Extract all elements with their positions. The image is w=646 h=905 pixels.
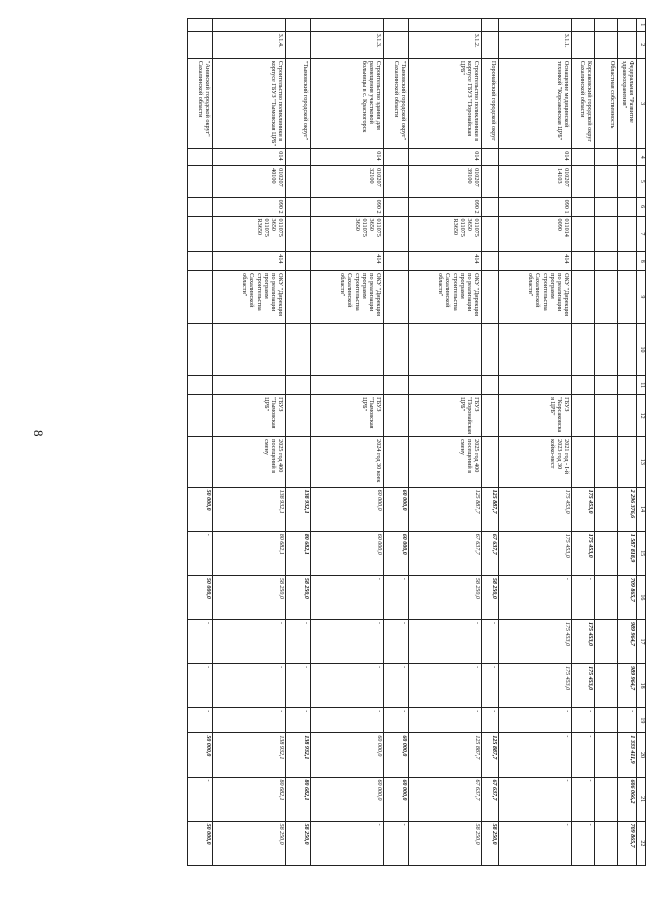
table-cell: [409, 323, 482, 376]
table-cell: [286, 376, 311, 395]
col-number: 5: [637, 166, 646, 198]
table-cell: [286, 323, 311, 376]
table-cell: 011075 3650 011075 R3650: [409, 216, 482, 252]
table-cell: [213, 19, 286, 32]
table-cell: [618, 197, 637, 216]
table-cell: 50 000,0: [188, 733, 213, 777]
table-cell: [188, 149, 213, 166]
table-cell: 60 000,0: [384, 733, 409, 777]
table-cell: -: [409, 708, 482, 733]
table-cell: -: [311, 619, 384, 663]
table-cell: [286, 197, 311, 216]
rotated-page: [86, 18, 646, 878]
table-cell: 138 932,1: [286, 733, 311, 777]
table-cell: [188, 166, 213, 198]
table-cell: [188, 31, 213, 58]
table-cell: [188, 323, 213, 376]
table-cell: 175 453,0: [499, 619, 572, 663]
col-number: 7: [637, 216, 646, 252]
table-cell: [482, 252, 499, 271]
table-cell: 414: [499, 252, 572, 271]
table-cell: [213, 323, 286, 376]
table-cell: [188, 252, 213, 271]
table-cell: 3.1.1.: [499, 31, 572, 58]
table-cell: 010207 39100: [409, 166, 482, 198]
table-cell: 60 000,0: [311, 487, 384, 531]
table-cell: [595, 149, 618, 166]
table-cell: [595, 19, 618, 32]
table-cell: [618, 31, 637, 58]
table-cell: 175 453,0: [499, 487, 572, 531]
budget-table: [187, 18, 646, 866]
table-cell: [188, 271, 213, 324]
table-cell: [572, 323, 595, 376]
table-cell: [572, 271, 595, 324]
table-cell: 80 682,1: [286, 777, 311, 821]
table-cell: -: [286, 619, 311, 663]
table-cell: -: [311, 664, 384, 708]
table-cell: 414: [213, 252, 286, 271]
table-cell: 125 887,7: [482, 487, 499, 531]
table-cell: 67 637,7: [482, 777, 499, 821]
table-cell: [499, 376, 572, 395]
table-cell: [572, 376, 595, 395]
table-cell: 3.1.2.: [409, 31, 482, 58]
table-cell: [384, 149, 409, 166]
table-cell: -: [384, 619, 409, 663]
table-cell: [384, 376, 409, 395]
table-cell: 606 066,2: [618, 777, 637, 821]
table-cell: [499, 19, 572, 32]
col-number: 4: [637, 149, 646, 166]
table-cell: 50 000,0: [188, 821, 213, 865]
table-cell: [384, 323, 409, 376]
table-cell: -: [384, 708, 409, 733]
col-number: 1: [637, 19, 646, 32]
table-cell: 090 2: [409, 197, 482, 216]
table-cell: 709 865,7: [618, 575, 637, 619]
table-cell: Поронайский городской округ: [482, 58, 499, 148]
table-cell: [384, 271, 409, 324]
table-cell: 2 296 376,6: [618, 487, 637, 531]
table-cell: 989 964,7: [618, 619, 637, 663]
table-cell: -: [409, 619, 482, 663]
table-row: [409, 19, 482, 866]
col-number: 6: [637, 197, 646, 216]
table-cell: 090 2: [311, 197, 384, 216]
table-cell: 60 000,0: [384, 531, 409, 575]
table-cell: -: [311, 821, 384, 865]
col-number: 17: [637, 619, 646, 663]
col-number: 13: [637, 437, 646, 487]
table-cell: 60 000,0: [311, 733, 384, 777]
table-cell: 010207 14103: [499, 166, 572, 198]
table-cell: Строительство поликлиники в корпусе ГБУЗ "Поронайская ЦРБ": [409, 58, 482, 148]
col-number: 15: [637, 531, 646, 575]
table-cell: 175 453,0: [572, 487, 595, 531]
table-cell: ГБУЗ "Тымовская ЦРБ": [311, 395, 384, 437]
table-cell: [618, 395, 637, 437]
table-cell: [595, 575, 618, 619]
table-cell: [482, 376, 499, 395]
col-number: 10: [637, 323, 646, 376]
table-cell: 175 453,0: [572, 619, 595, 663]
table-cell: -: [572, 708, 595, 733]
table-cell: -: [384, 575, 409, 619]
table-cell: [482, 19, 499, 32]
table-cell: [595, 166, 618, 198]
table-cell: 014: [311, 149, 384, 166]
table-cell: -: [213, 708, 286, 733]
table-cell: 50 000,0: [188, 487, 213, 531]
table-cell: ГБУЗ "Тымовская ЦРБ": [213, 395, 286, 437]
table-cell: [618, 19, 637, 32]
table-cell: -: [572, 777, 595, 821]
table-cell: 58 250,0: [213, 821, 286, 865]
table-cell: 3.1.4.: [213, 31, 286, 58]
table-cell: [595, 821, 618, 865]
table-cell: Федеральная "Развитие здравоохранения": [618, 58, 637, 148]
table-cell: 014: [409, 149, 482, 166]
table-cell: [618, 271, 637, 324]
table-cell: -: [311, 708, 384, 733]
table-cell: [595, 487, 618, 531]
table-cell: [482, 437, 499, 487]
table-cell: -: [482, 708, 499, 733]
table-cell: -: [409, 664, 482, 708]
table-cell: 138 932,1: [213, 733, 286, 777]
table-cell: [384, 197, 409, 216]
table-cell: [572, 166, 595, 198]
table-cell: ГБУЗ "Поронайская ЦРБ": [409, 395, 482, 437]
table-cell: 2021 год - I-й 2023 год 30 койко-мест: [499, 437, 572, 487]
col-number: 22: [637, 821, 646, 865]
table-cell: [572, 149, 595, 166]
table-cell: [618, 216, 637, 252]
table-cell: -: [188, 619, 213, 663]
table-cell: [188, 216, 213, 252]
table-cell: 58 250,0: [286, 821, 311, 865]
table-cell: -: [384, 664, 409, 708]
table-cell: 010207 40100: [213, 166, 286, 198]
table-cell: Корсаковский городской округ Сахалинской области: [572, 58, 595, 148]
table-cell: [572, 437, 595, 487]
table-cell: [595, 531, 618, 575]
table-cell: [595, 271, 618, 324]
table-cell: [572, 19, 595, 32]
table-cell: [482, 166, 499, 198]
col-number: 2: [637, 31, 646, 58]
table-cell: 60 000,0: [311, 777, 384, 821]
table-cell: -: [499, 708, 572, 733]
table-cell: 60 000,0: [384, 777, 409, 821]
table-cell: 58 250,0: [286, 575, 311, 619]
table-cell: -: [499, 733, 572, 777]
table-row: [213, 19, 286, 866]
table-row: [311, 19, 384, 866]
table-cell: 58 250,0: [409, 821, 482, 865]
table-cell: [595, 708, 618, 733]
col-number: 3: [637, 58, 646, 148]
table-cell: 50 000,0: [188, 575, 213, 619]
table-cell: 125 887,7: [409, 487, 482, 531]
table-cell: [286, 31, 311, 58]
table-cell: 138 932,1: [213, 487, 286, 531]
table-cell: -: [499, 777, 572, 821]
table-cell: -: [384, 821, 409, 865]
table-cell: Строительство здания для размещения участковой больницы в с. Красногорск: [311, 58, 384, 148]
table-cell: [595, 395, 618, 437]
table-cell: -: [311, 575, 384, 619]
table-cell: 175 453,0: [499, 664, 572, 708]
table-cell: -: [572, 575, 595, 619]
table-cell: -: [499, 575, 572, 619]
col-number: 9: [637, 271, 646, 324]
table-cell: 67 637,7: [409, 777, 482, 821]
table-row: [595, 19, 618, 866]
table-cell: [384, 252, 409, 271]
table-cell: [311, 19, 384, 32]
table-cell: 011075 3650 011075 R3650: [213, 216, 286, 252]
table-cell: [384, 216, 409, 252]
table-cell: [572, 31, 595, 58]
table-cell: 2025 год 400 посещений в смену: [409, 437, 482, 487]
table-cell: [572, 395, 595, 437]
table-cell: [286, 216, 311, 252]
table-cell: [618, 252, 637, 271]
table-cell: -: [213, 619, 286, 663]
table-cell: [286, 166, 311, 198]
table-cell: -: [286, 708, 311, 733]
table-cell: ОКУ "Дирекция по реализации программ строительства Сахалинской области": [499, 271, 572, 324]
table-cell: -: [482, 619, 499, 663]
table-row: [384, 19, 409, 866]
table-cell: [311, 323, 384, 376]
col-number: 8: [637, 252, 646, 271]
table-cell: Строительство поликлиники в корпусе ГБУЗ "Тымовская ЦРБ": [213, 58, 286, 148]
table-cell: ГБУЗ "Корсаковская ЦРБ": [499, 395, 572, 437]
col-number: 16: [637, 575, 646, 619]
table-cell: [595, 376, 618, 395]
table-cell: [595, 619, 618, 663]
table-cell: [213, 376, 286, 395]
col-number: 18: [637, 664, 646, 708]
table-row: [482, 19, 499, 866]
table-cell: 3.1.3.: [311, 31, 384, 58]
table-cell: 090 1: [499, 197, 572, 216]
table-cell: [409, 19, 482, 32]
table-cell: [482, 216, 499, 252]
table-cell: [384, 19, 409, 32]
table-cell: 989 964,7: [618, 664, 637, 708]
table-cell: [499, 323, 572, 376]
table-wrapper: [86, 18, 646, 878]
table-cell: [595, 252, 618, 271]
table-cell: [618, 376, 637, 395]
table-cell: [409, 376, 482, 395]
table-cell: ОКУ "Дирекция по реализации программ строительства Сахалинской области": [311, 271, 384, 324]
table-cell: [286, 271, 311, 324]
col-number: 19: [637, 708, 646, 733]
table-cell: 67 637,7: [409, 531, 482, 575]
page-number: 8: [31, 430, 46, 437]
table-cell: [595, 733, 618, 777]
table-cell: [188, 437, 213, 487]
table-cell: 2025 год 400 посещений в смену: [213, 437, 286, 487]
table-cell: -: [188, 531, 213, 575]
table-cell: 014: [213, 149, 286, 166]
table-cell: [188, 197, 213, 216]
table-cell: [482, 31, 499, 58]
table-cell: [286, 19, 311, 32]
table-cell: "Анивский городской округ" Сахалинской области: [188, 58, 213, 148]
table-cell: [595, 777, 618, 821]
table-cell: -: [572, 733, 595, 777]
table-cell: [188, 19, 213, 32]
table-cell: "Тымовский городской округ" Сахалинской области: [384, 58, 409, 148]
table-cell: [482, 323, 499, 376]
table-cell: 125 887,7: [482, 733, 499, 777]
table-cell: 011014 0090: [499, 216, 572, 252]
table-cell: [572, 197, 595, 216]
table-cell: [384, 437, 409, 487]
table-cell: 414: [311, 252, 384, 271]
table-cell: 090 2: [213, 197, 286, 216]
table-cell: -: [286, 664, 311, 708]
table-cell: -: [188, 664, 213, 708]
table-cell: [286, 149, 311, 166]
table-cell: [482, 395, 499, 437]
table-cell: [482, 149, 499, 166]
table-cell: [188, 376, 213, 395]
table-cell: 80 682,1: [213, 777, 286, 821]
header-row: [637, 19, 646, 866]
table-cell: [595, 197, 618, 216]
table-cell: 014: [499, 149, 572, 166]
table-cell: 80 682,1: [213, 531, 286, 575]
table-cell: [286, 437, 311, 487]
table-cell: [482, 197, 499, 216]
col-number: 20: [637, 733, 646, 777]
table-cell: 67 637,7: [482, 531, 499, 575]
table-cell: [188, 395, 213, 437]
table-cell: -: [188, 708, 213, 733]
table-row: [618, 19, 637, 866]
table-row: [499, 19, 572, 866]
table-cell: [595, 216, 618, 252]
table-cell: 138 932,1: [286, 487, 311, 531]
table-cell: [311, 376, 384, 395]
table-row: [572, 19, 595, 866]
table-cell: -: [213, 664, 286, 708]
table-cell: 175 453,0: [499, 531, 572, 575]
table-cell: ОКУ "Дирекция по реализации программ строительства Сахалинской области": [409, 271, 482, 324]
table-cell: 58 250,0: [482, 575, 499, 619]
table-cell: 60 000,0: [384, 487, 409, 531]
table-cell: Областная собственность: [595, 58, 618, 148]
table-cell: 1 587 818,9: [618, 531, 637, 575]
table-cell: [384, 395, 409, 437]
table-cell: 60 000,0: [311, 531, 384, 575]
table-cell: 58 250,0: [409, 575, 482, 619]
table-cell: 58 250,0: [213, 575, 286, 619]
table-cell: [595, 437, 618, 487]
table-cell: [572, 216, 595, 252]
col-number: 12: [637, 395, 646, 437]
table-row: [286, 19, 311, 866]
table-cell: -: [188, 777, 213, 821]
table-cell: ОКУ "Дирекция по реализации программ строительства Сахалинской области": [213, 271, 286, 324]
col-number: 11: [637, 376, 646, 395]
table-cell: [595, 323, 618, 376]
table-cell: -: [572, 821, 595, 865]
table-cell: 175 453,0: [572, 531, 595, 575]
table-cell: [618, 149, 637, 166]
table-cell: [618, 323, 637, 376]
table-cell: -: [482, 664, 499, 708]
table-cell: -: [618, 708, 637, 733]
table-cell: 414: [409, 252, 482, 271]
table-cell: 2024 год 30 коек: [311, 437, 384, 487]
table-cell: Оснащение медицинской техникой "Корсаковская ЦРБ": [499, 58, 572, 148]
table-cell: 709 865,7: [618, 821, 637, 865]
table-cell: [618, 166, 637, 198]
table-cell: "Тымовский городской округ": [286, 58, 311, 148]
table-cell: [286, 252, 311, 271]
table-cell: [595, 31, 618, 58]
table-cell: -: [499, 821, 572, 865]
table-cell: 1 333 411,9: [618, 733, 637, 777]
table-cell: [482, 271, 499, 324]
table-cell: 010207 32100: [311, 166, 384, 198]
table-cell: [286, 395, 311, 437]
col-number: 21: [637, 777, 646, 821]
table-cell: [384, 31, 409, 58]
table-cell: [384, 166, 409, 198]
table-cell: [595, 664, 618, 708]
table-cell: 175 453,0: [572, 664, 595, 708]
table-cell: 80 682,1: [286, 531, 311, 575]
table-cell: 011075 3650 011075 3650: [311, 216, 384, 252]
col-number: 14: [637, 487, 646, 531]
table-cell: 125 887,7: [409, 733, 482, 777]
table-cell: [618, 437, 637, 487]
table-cell: [572, 252, 595, 271]
table-cell: 58 250,0: [482, 821, 499, 865]
table-row: [188, 19, 213, 866]
